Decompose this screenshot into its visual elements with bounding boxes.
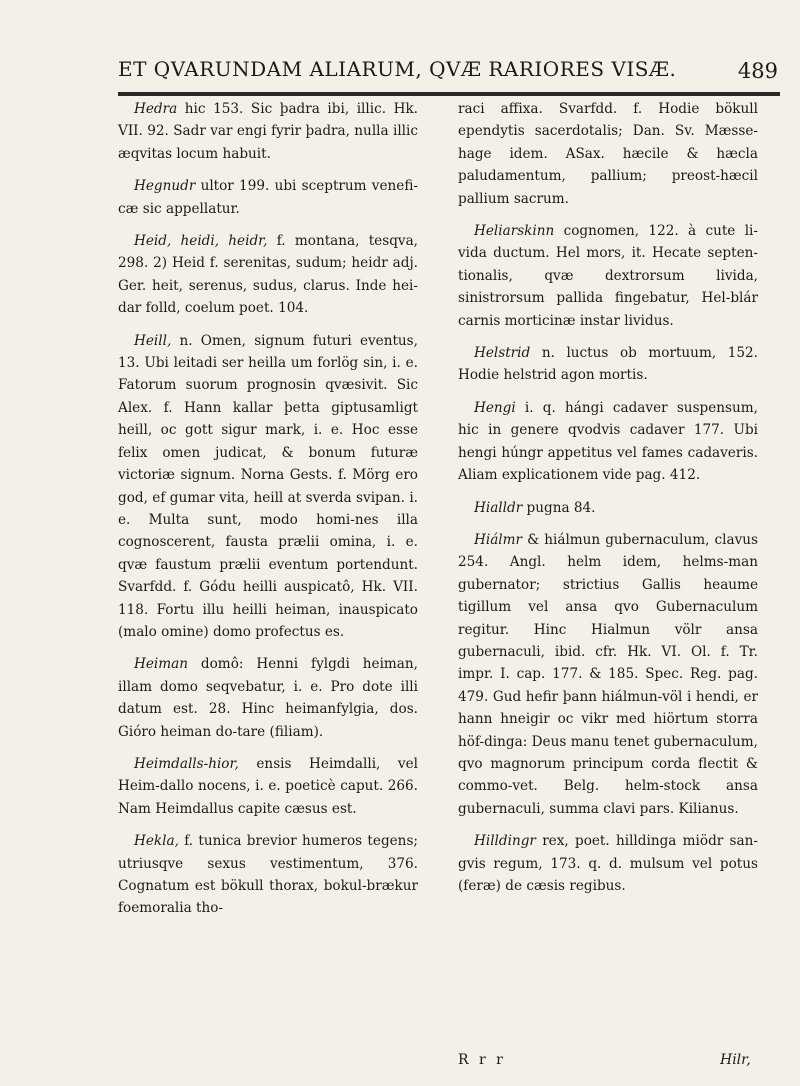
entry-text: ultor 199. ubi sceptrum venefi-cæ sic appellatur. [118,178,418,217]
entry-lemma: Heliarskinn [474,223,555,240]
entry-lemma: Hegnudr [134,178,196,195]
glossary-entry [458,497,758,519]
entry-text: i. q. hángi cadaver suspensum, hic in genere qvodvis cadaver 177. Ubi hengi húngr appetitus vel fames cadaveris. Aliam explicationem vide pag. 412. [458,399,758,484]
glossary-entry [118,175,418,220]
entry-text: rex, poet. hilldinga miödr san-gvis regum, 173. q. d. mulsum vel potus (feræ) de cæsis regibus. [458,833,758,894]
page-number: 489 [737,59,778,83]
entry-text: cognomen, 122. à cute li-vida ductum. Hel mors, it. Hecate septen-tionalis, qvæ dextrorsum livida, sinistrorsum pallida fingebatur, Hel-blár carnis morticinæ instar lividus. [458,223,758,329]
glossary-entry [458,830,758,897]
entry-lemma: Heid, heidi, heidr, [134,233,268,250]
entry-lemma: Heill, [134,332,172,349]
entry-lemma: Hekla, [134,833,179,850]
glossary-entry [458,342,758,387]
page-header [118,57,778,87]
glossary-entry [118,98,418,165]
entry-text: f. tunica brevior humeros tegens; utriusqve sexus vestimentum, 376. Cognatum est bökull thorax, bokul-brækur foemoralia tho- [118,833,418,917]
signature-mark: R r r [458,1052,506,1068]
glossary-entry [458,397,758,487]
glossary-entry [118,653,418,743]
entry-lemma: Hialldr [474,499,523,516]
entry-lemma: Hengi [474,399,516,416]
glossary-entry [118,753,418,820]
entry-lemma: Heimdalls-hior, [134,755,239,772]
entry-text: hic 153. Sic þadra ibi, illic. Hk. VII. 92. Sadr var engi fyrir þadra, nulla illic æqvitas locum habuit. [118,101,419,162]
glossary-entry [118,230,418,320]
entry-lemma: Hiálmr [474,531,523,548]
header-rule [118,92,780,96]
glossary-entry-continued [458,98,758,210]
entry-lemma: Hilldingr [474,833,536,850]
entry-text: n. luctus ob mortuum, 152. Hodie helstrid agon mortis. [458,345,758,384]
entry-text: pugna 84. [526,499,596,516]
entry-text: n. Omen, signum futuri eventus, 13. Ubi leitadi ser heilla um forlög sin, i. e. Fatorum suorum prognosin qvæsivit. Sic Alex. f. Hann kallar þetta giptusamligt heill, oc gott sigur mark, i. e. Hoc esse felix omen judicat, & bonum futuræ victoriæ signum. Norna Gests. f. Mörg ero god, ef gumar vita, heill at sverda svipan. i. e. Multa sunt, modo homi-nes illa cognoscerent, fausta prælii omina, i. e. qvæ faustum prælii eventum portendunt. Svarfdd. f. Gódu heilli auspicatô, Hk. VII. 118. Fortu illu heilli heiman, inauspicato (malo omine) domo profectus es. [118,332,418,640]
entry-text: raci affixa. Svarfdd. f. Hodie bökull ependytis sacerdotalis; Dan. Sv. Mæsse-hage idem. ASax. hæcile & hæcla paludamentum, pallium; preost-hæcil pallium sacrum. [458,101,758,207]
entry-text: f. montana, tesqva, 298. 2) Heid f. serenitas, sudum; heidr adj. Ger. heit, serenus, sudus, clarus. Inde hei-dar folld, coelum poet. 104. [118,233,418,317]
catchword: Hilr, [720,1052,751,1068]
glossary-entry [118,830,418,920]
right-column [458,98,758,901]
left-column [118,98,418,924]
glossary-entry [458,529,758,820]
glossary-entry [458,220,758,332]
entry-text: & hiálmun gubernaculum, clavus 254. Angl. helm idem, helms-man gubernator; strictius Gallis heaume tigillum vel ansa qvo Gubernaculum regitur. Hinc Hialmun völr ansa gubernaculi, ibid. cfr. Hk. VI. Ol. f. Tr. impr. I. cap. 177. & 185. Spec. Reg. pag. 479. Gud hefir þann hiálmun-völ i hendi, er hann hneigir oc vikr med hiörtum storra höf-dinga: Deus manu tenet gubernaculum, qvo magnorum principum corda flectit & commo-vet. Belg. helm-stock ansa gubernaculi, summa clavi pars. Kilianus. [458,531,758,817]
entry-lemma: Hedra [134,101,178,117]
running-head: ET QVARUNDAM ALIARUM, QVÆ RARIORES VISÆ. [118,57,677,81]
entry-text: domô: Henni fylgdi heiman, illam domo seqvebatur, i. e. Pro dote illi datum est. 28. Hinc heimanfylgia, dos. Gióro heiman do-tare (filiam). [118,656,418,740]
glossary-entry [118,330,418,644]
entry-lemma: Heiman [134,656,188,673]
entry-lemma: Helstrid [474,345,531,362]
entry-text: ensis Heimdalli, vel Heim-dallo nocens, i. e. poeticè caput. 266. Nam Heimdallus capite cæsus est. [118,755,418,817]
